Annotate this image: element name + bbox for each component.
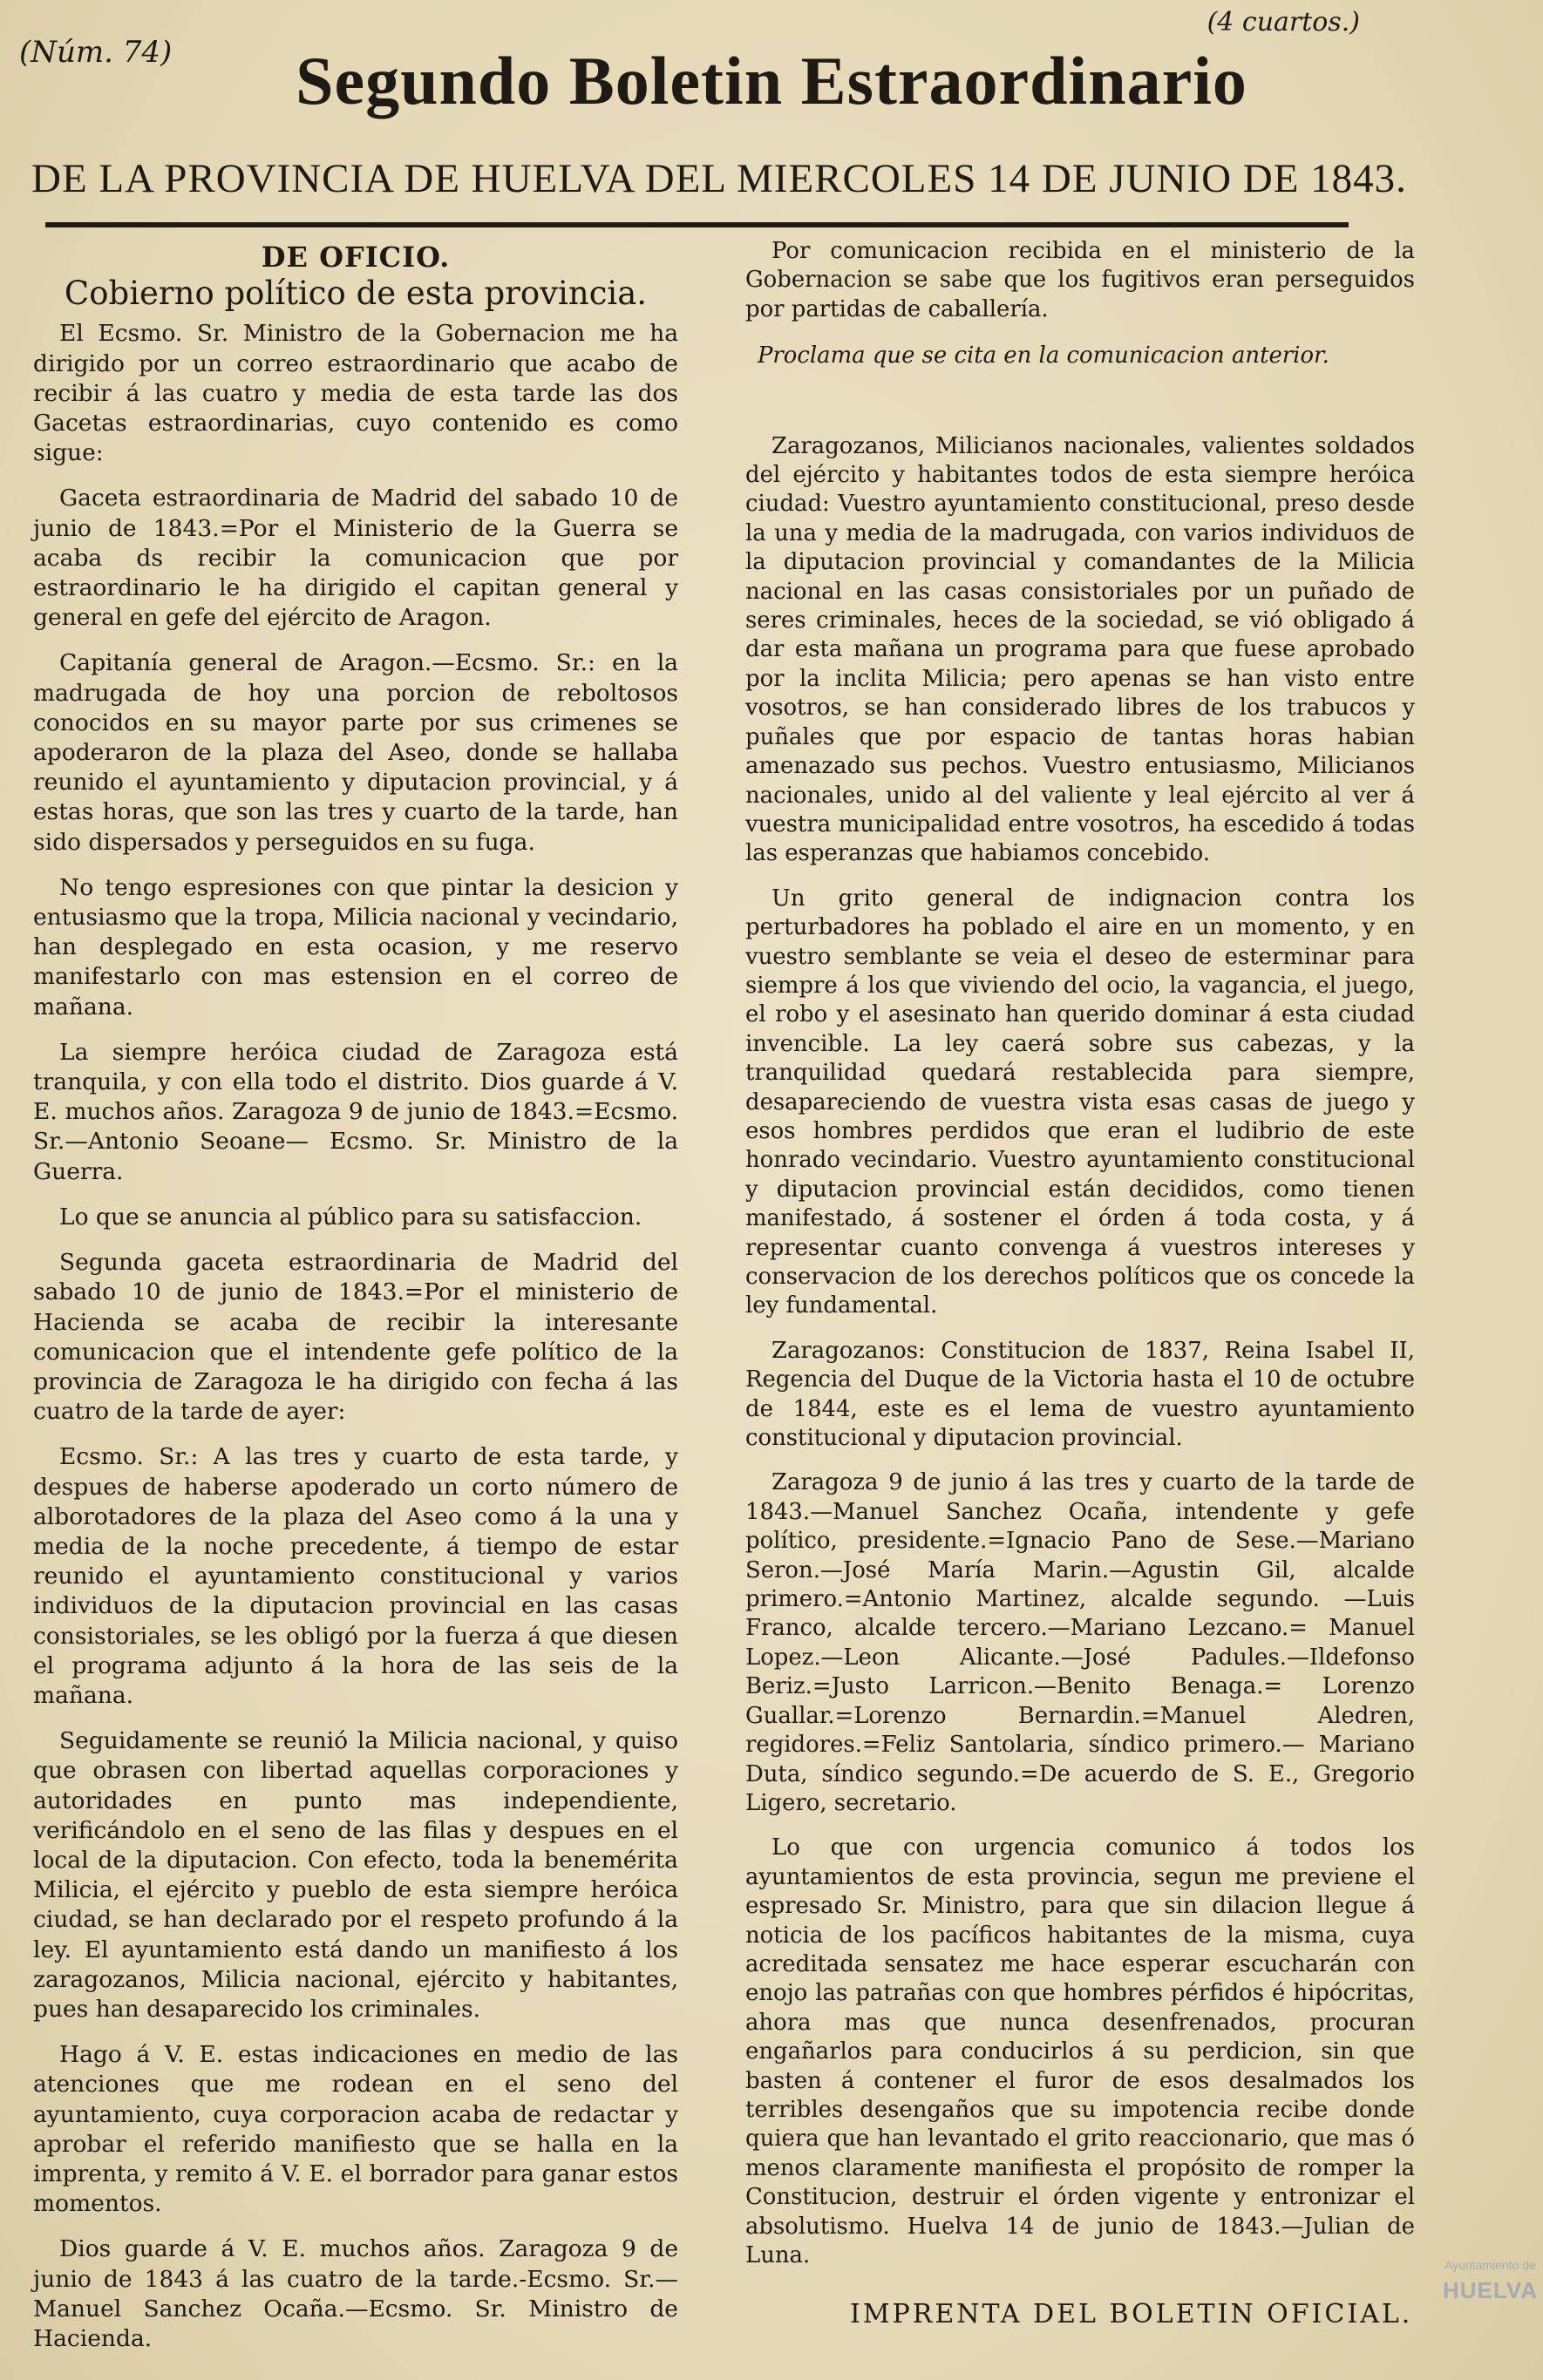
proclamation-signatures: Zaragoza 9 de junio á las tres y cuarto de la tarde de 1843.—Manuel Sanchez Ocaña, intendente y gefe político, presidente.=Ignacio Pano de Sese.—Mariano Seron.—José María Marin.—Agustin Gil, alcalde primero.=Antonio Martinez, alcalde segundo. —Luis Franco, alcalde tercero.—Mariano Lezcano.= Manuel Lopez.—Leon Alicante.—José Padules.—Ildefonso Beriz.=Justo Larricon.—Benito Benaga.= Lorenzo Guallar.=Lorenzo Bernardin.=Manuel Aledren, regidores.=Feliz Santolaria, síndico primero.— Mariano Duta, síndico segundo.=De acuerdo de S. E., Gregorio Ligero, secretario. (745, 1469, 1415, 1816)
proclamation-paragraph: Un grito general de indignacion contra los perturbadores ha poblado el aire en un momento, y en vuestro semblante se veia el deseo de esterminar para siempre á los que viviendo del ocio, la vagancia, el juego, el robo y el asesinato han querido dominar á esta ciudad invencible. La ley caerá sobre sus cabezas, y la tranquilidad quedará restablecida para siempre, desapareciendo de vuestra vista esas casas de juego y esos hombres perdidos que eran el ludibrio de este honrado vecindario. Vuestro ayuntamiento constitucional y diputacion provincial están decididos, como tienen manifestado, á sostener el órden á toda costa, y á representar cuanto convenga á vuestros intereses y conservacion de los derechos políticos que os concede la ley fundamental. (745, 885, 1415, 1319)
article-paragraph: Lo que se anuncia al público para su satisfaccion. (59, 1203, 642, 1231)
issue-number: (Núm. 74) (19, 35, 173, 70)
watermark-line2: HUELVA (1442, 2277, 1539, 2303)
archive-watermark (1440, 2257, 1540, 2366)
article-paragraph: Hago á V. E. estas indicaciones en medio de las atenciones que me rodean en el seno del ayuntamiento, cuya corporacion acaba de redactar y aprobar el referido manifiesto que se halla en la imprenta, y remito á V. E. el borrador para ganar estos momentos. (33, 2041, 678, 2218)
issue-price: (4 cuartos.) (1207, 7, 1360, 37)
right-column (745, 237, 1415, 2286)
article-paragraph: La siempre heróica ciudad de Zaragoza está tranquila, y con ella todo el distrito. Dios guarde á V. E. muchos años. Zaragoza 9 de junio de 1843.=Ecsmo. Sr.—Antonio Seoane— Ecsmo. Sr. Ministro de la Guerra. (33, 1038, 678, 1185)
article-paragraph: Segunda gaceta estraordinaria de Madrid del sabado 10 de junio de 1843.=Por el ministerio de Hacienda se acaba de recibir la interesante comunicacion que el intendente gefe político de la provincia de Zaragoza le ha dirigido con fecha á las cuatro de la tarde de ayer: (33, 1249, 678, 1426)
article-paragraph: Seguidamente se reunió la Milicia nacional, y quiso que obrasen con libertad aquellas corporaciones y autoridades en punto mas independiente, verificándolo en el seno de las filas y despues en el local de la diputacion. Con efecto, toda la benemérita Milicia, el ejército y pueblo de esta siempre heróica ciudad, se han declarado por el respeto profundo á la ley. El ayuntamiento está dando un manifiesto á los zaragozanos, Milicia nacional, ejército y habitantes, pues han desaparecido los criminales. (33, 1727, 678, 2023)
article-paragraph: Ecsmo. Sr.: A las tres y cuarto de esta tarde, y despues de haberse apoderado un corto número de alborotadores de la plaza del Aseo como á la una y media de la noche precedente, á tiempo de estar reunido el ayuntamiento constitucional y varios individuos de la diputacion provincial en las casas consistoriales, se les obligó por la fuerza á que diesen el programa adjunto á la hora de las seis de la mañana. (33, 1443, 678, 1709)
article-paragraph: Gaceta estraordinaria de Madrid del sabado 10 de junio de 1843.=Por el Ministerio de la Guerra se acaba ds recibir la comunicacion que por estraordinario le ha dirigido el capitan general y general en gefe del ejército de Aragon. (33, 485, 678, 632)
article-paragraph: No tengo espresiones con que pintar la desicion y entusiasmo que la tropa, Milicia nacional y vecindario, han desplegado en esta ocasion, y me reservo manifestarlo con mas estension en el correo de mañana. (33, 873, 678, 1020)
printer-imprint: IMPRENTA DEL BOLETIN OFICIAL. (850, 2299, 1413, 2329)
proclamation-caption: Proclama que se cita en la comunicacion anterior. (758, 342, 1329, 370)
article-paragraph: El Ecsmo. Sr. Ministro de la Gobernacion me ha dirigido por un correo estraordinario que acabo de recibir á las cuatro y media de esta tarde las dos Gacetas estraordinarias, cuyo contenido es como sigue: (33, 320, 678, 467)
masthead-subtitle: DE LA PROVINCIA DE HUELVA DEL MIERCOLES 14 DE JUNIO DE 1843. (31, 156, 1407, 201)
section-subheading: Cobierno político de esta provincia. (64, 275, 648, 313)
closing-paragraph: Lo que con urgencia comunico á todos los ayuntamientos de esta provincia, segun me previene el espresado Sr. Ministro, para que sin dilacion llegue á noticia de los pacíficos habitantes de la misma, cuya acreditada sensatez me hace esperar escucharán con enojo las patrañas con que hombres pérfidos é hipócritas, ahora mas que nunca desenfrenados, procuran engañarlos para conducirlos á su perdicion, sin que basten á contener el furor de esos desalmados los terribles desengaños que su impotencia recibe donde quiera que han levantado el grito reaccionario, que mas ó menos claramente manifiesta el propósito de romper la Constitucion, destruir el órden vigente y entronizar el absolutismo. Huelva 14 de junio de 1843.—Julian de Luna. (745, 1834, 1415, 2268)
masthead-rule (45, 222, 1349, 227)
proclamation-paragraph: Zaragozanos: Constitucion de 1837, Reina Isabel II, Regencia del Duque de la Victoria hasta el 10 de octubre de 1844, este es el lema de vuestro ayuntamiento constitucional y diputacion provincial. (745, 1337, 1415, 1452)
masthead-title: Segundo Boletin Estraordinario (296, 43, 1247, 119)
article-paragraph: Por comunicacion recibida en el ministerio de la Gobernacion se sabe que los fugitivos eran perseguidos por partidas de caballería. (745, 238, 1415, 322)
left-column (33, 237, 678, 2370)
section-heading: DE OFICIO. (261, 241, 451, 274)
proclamation-paragraph: Zaragozanos, Milicianos nacionales, valientes soldados del ejército y habitantes todos de esta siempre heróica ciudad: Vuestro ayuntamiento constitucional, preso desde la una y media de la madrugada, con varios individuos de la diputacion provincial y comandantes de la Milicia nacional en las casas consistoriales por un puñado de seres criminales, heces de la sociedad, se vió obligado á dar esta mañana un programa para que fuese aprobado por la inclita Milicia; pero apenas se han visto entre vosotros, se han considerado libres de los trabucos y puñales que por espacio de tantas horas habian amenazado sus pechos. Vuestro entusiasmo, Milicianos nacionales, unido al del valiente y leal ejército al ver á vuestra municipalidad entre vosotros, ha escedido á todas las esperanzas que habiamos concebido. (745, 432, 1415, 867)
article-paragraph: Dios guarde á V. E. muchos años. Zaragoza 9 de junio de 1843 á las cuatro de la tarde.-Ecsmo. Sr.—Manuel Sanchez Ocaña.—Ecsmo. Sr. Ministro de Hacienda. (33, 2235, 678, 2352)
article-paragraph: Capitanía general de Aragon.—Ecsmo. Sr.: en la madrugada de hoy una porcion de reboltosos conocidos en su mayor parte por sus crimenes se apoderaron de la plaza del Aseo, donde se hallaba reunido el ayuntamiento y diputacion provincial, y á estas horas, que son las tres y cuarto de la tarde, han sido dispersados y perseguidos en su fuga. (33, 649, 678, 856)
watermark-line1: Ayuntamiento de (1444, 2258, 1536, 2272)
